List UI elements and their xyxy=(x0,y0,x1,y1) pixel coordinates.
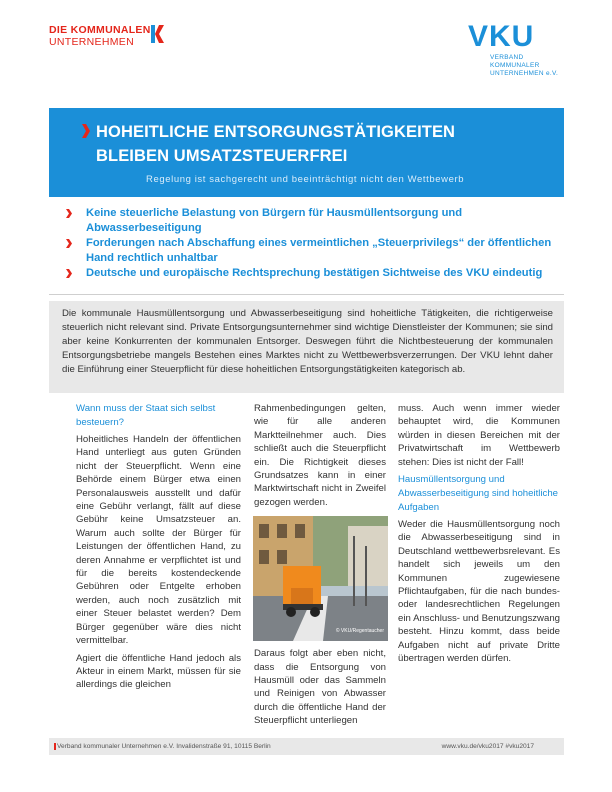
key-point-text: Keine steuerliche Belastung von Bürgern für Hausmüllentsorgung und Abwasserbeseitigung xyxy=(86,207,463,234)
paragraph: Agiert die öffentliche Hand jedoch als Akteur in einem Markt, müssen für sie allerdings die gleichen xyxy=(76,652,241,691)
kommunale-unternehmen-logo xyxy=(49,24,151,48)
page-title xyxy=(96,120,455,168)
title-line-2: BLEIBEN UMSATZSTEUERFREI xyxy=(96,147,348,165)
paragraph: Weder die Hausmüllentsorgung noch die Abwasserbeseitigung sind in Deutschland wettbewerbsrelevant. Es handelt sich jeweils um den Kommunen zugewiesene Pflichtaufgaben, für die nach bundes- oder landesrechtlichen Regelungen ein Anschluss- und Benutzungszwang besteht. Hinzu kommt, dass beide Aufgaben nicht auf private Dritte übertragen werden dürfen. xyxy=(398,519,560,665)
vku-wordmark: VKU xyxy=(468,20,535,53)
paragraph: Rahmenbedingungen gelten, wie für alle anderen Marktteilnehmer auch. Dies schließt auch die Steuerpflicht ein. Die Richtigkeit dieses Grundsatzes kann in einer Marktwirtschaft nicht in Zweifel gezogen werden. xyxy=(254,403,386,508)
paragraph: Hoheitliches Handeln der öffentlichen Hand unterliegt aus guten Gründen nicht der Steuerpflicht. Wenn eine Behörde einem Bürger etwa einen Personalausweis ausstellt und dafür eine Gebühr verlangt, fällt auf diese Gebühr keine Umsatzsteuer an. Warum auch sollte der Bürger für Leistungen der öffentlichen Hand, zu deren Annahme er verpflichtet ist und für die bereits kostendeckende Gebühren oder Entgelte erhoben werden, auch noch zusätzlich mit einer Steuer belastet werden? Dem Bürger gegenüber wäre dies nicht vermittelbar. xyxy=(76,434,241,647)
key-point xyxy=(66,206,566,236)
photo-credit: © VKU/Regentaucher xyxy=(335,627,384,634)
paragraph: Daraus folgt aber eben nicht, dass die Entsorgung von Hausmüll oder das Sammeln und Reinigen von Abwasser durch die öffentliche Hand der Steuerpflicht unterliegen xyxy=(254,648,386,727)
intro-text: Die kommunale Hausmüllentsorgung und Abwasserbeseitigung sind hoheitliche Tätigkeiten, die richtigerweise steuerlich nicht relevant sind. Private Entsorgungsunternehmer sind wichtige Dienstleister der Kommunen; sie sind aber keine Konkurrenten der kommunalen Entsorger. Deswegen führt die Nichtbesteuerung der kommunalen Entsorgungsbetriebe mangels Bestehen eines Marktes nicht zu Wettbewerbsverzerrungen. Der VKU lehnt daher die Einführung einer Steuerpflicht für diese hoheitlichen Entsorgungstätigkeiten kategorisch ab. xyxy=(62,308,553,375)
key-point-text: Forderungen nach Abschaffung eines vermeintlichen „Steuerprivilegs“ der öffentlichen Hand rechtlich unhaltbar xyxy=(86,237,552,264)
column-3 xyxy=(398,402,560,670)
key-point xyxy=(66,266,566,281)
divider xyxy=(49,294,564,295)
column-1 xyxy=(76,402,241,696)
section-heading: Wann muss der Staat sich selbst besteuern? xyxy=(76,403,216,428)
title-line-1: HOHEITLICHE ENTSORGUNGSTÄTIGKEITEN xyxy=(96,123,456,141)
column-2 xyxy=(254,402,386,732)
logo-line-2: UNTERNEHMEN xyxy=(49,36,134,48)
paragraph: muss. Auch wenn immer wieder behauptet wird, die Kommunen würden in diesen Bereichen mit der Privatwirtschaft im Wettbewerb stehen: Dies ist nicht der Fall! xyxy=(398,403,560,468)
footer-web[interactable]: www.vku.de/vku2017 #vku2017 xyxy=(441,743,534,750)
vku-sub-line-2: UNTERNEHMEN e.V. xyxy=(490,70,559,77)
bullet-chevron-icon xyxy=(66,209,72,218)
bullet-chevron-icon xyxy=(66,269,72,278)
page-subtitle: Regelung ist sachgerecht und beeinträchtigt nicht den Wettbewerb xyxy=(146,174,465,185)
key-point xyxy=(66,236,566,266)
logo-line-1: DIE KOMMUNALEN xyxy=(49,24,151,36)
street-scene-illustration xyxy=(253,516,388,641)
intro-box xyxy=(49,301,564,393)
title-banner xyxy=(49,108,564,197)
vku-logo xyxy=(468,22,568,78)
footer-address: Verband kommunaler Unternehmen e.V. Invalidenstraße 91, 10115 Berlin xyxy=(57,743,271,750)
key-points-list xyxy=(66,206,566,281)
section-heading: Hausmüllentsorgung und Abwasserbeseitigung sind hoheitliche Aufgaben xyxy=(398,474,558,514)
vku-sub-line-1: VERBAND KOMMUNALER xyxy=(490,54,540,69)
footer-accent xyxy=(54,743,56,750)
footer-bar xyxy=(49,738,564,755)
bullet-chevron-icon xyxy=(66,239,72,248)
garbage-truck-photo xyxy=(253,516,388,641)
key-point-text: Deutsche und europäische Rechtsprechung bestätigen Sichtweise des VKU eindeutig xyxy=(86,267,543,279)
chevron-icon xyxy=(82,124,90,138)
k-mark-icon xyxy=(151,24,169,44)
